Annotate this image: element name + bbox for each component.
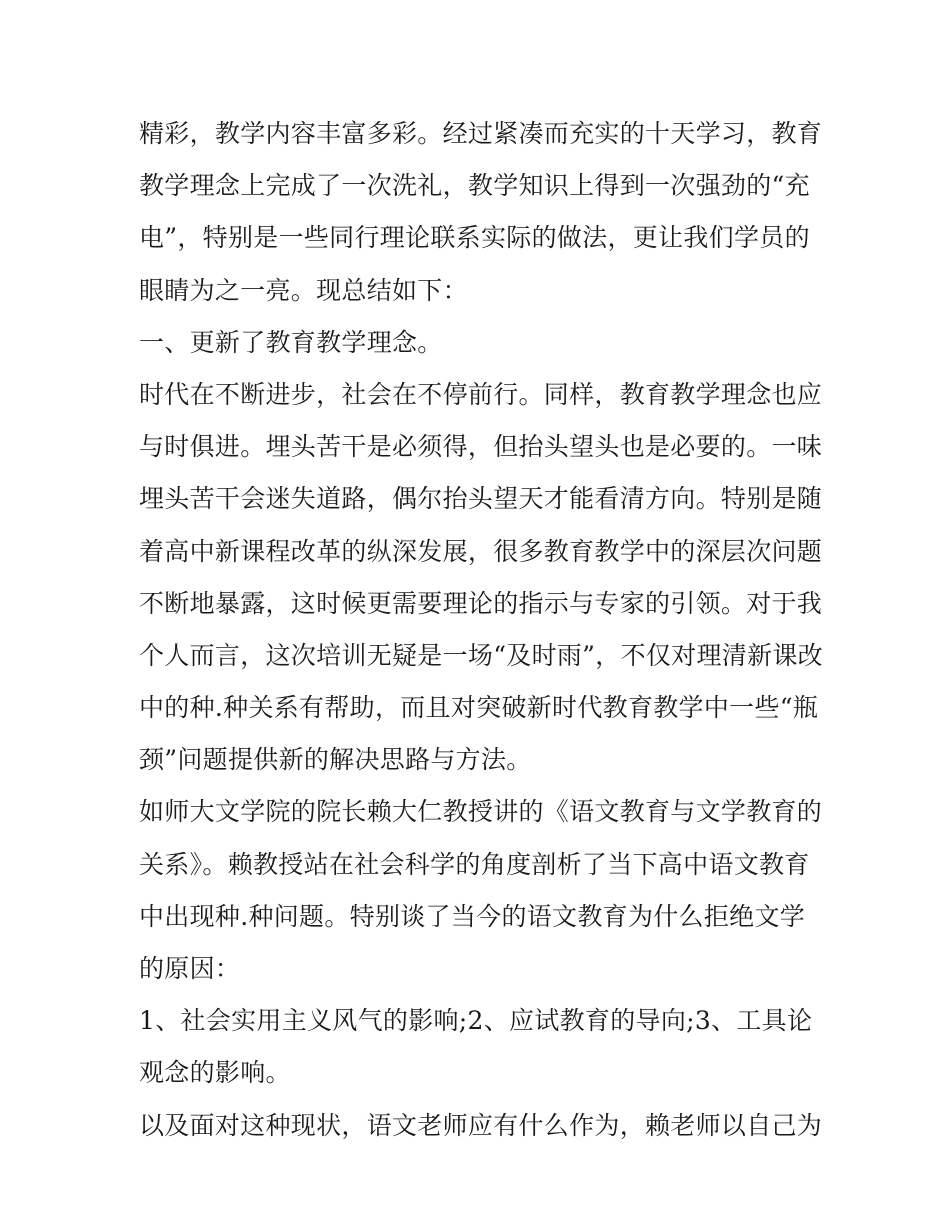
text-line: 以及面对这种现状，语文老师应有什么作为，赖老师以自己为 [139, 1110, 823, 1140]
text-line: 眼睛为之一亮。现总结如下： [139, 275, 468, 305]
text-line: 1、社会实用主义风气的影响;2、应试教育的导向;3、工具论 [139, 1006, 813, 1036]
text-line: 观念的影响。 [139, 1058, 291, 1088]
text-line: 着高中新课程改革的纵深发展，很多教育教学中的深层次问题 [139, 536, 823, 566]
text-line: 中出现种.种问题。特别谈了当今的语文教育为什么拒绝文学 [139, 901, 806, 931]
section-heading: 一、更新了教育教学理念。 [139, 327, 443, 357]
text-line: 中的种.种关系有帮助，而且对突破新时代教育教学中一些“瓶 [139, 693, 819, 723]
text-line: 埋头苦干会迷失道路，偶尔抬头望天才能看清方向。特别是随 [139, 484, 823, 514]
text-line: 关系》。赖教授站在社会科学的角度剖析了当下高中语文教育 [139, 849, 810, 879]
text-line: 时代在不断进步，社会在不停前行。同样，教育教学理念也应 [139, 379, 823, 409]
text-line: 的原因： [139, 954, 241, 983]
text-line: 精彩，教学内容丰富多彩。经过紧凑而充实的十天学习，教育 [139, 119, 823, 148]
text-line: 颈”问题提供新的解决思路与方法。 [139, 745, 532, 775]
text-line: 个人而言，这次培训无疑是一场“及时雨”，不仅对理清新课改 [139, 640, 823, 670]
text-line: 教学理念上完成了一次洗礼，教学知识上得到一次强劲的“充 [139, 171, 810, 201]
text-line: 不断地暴露，这时候更需要理论的指示与专家的引领。对于我 [139, 588, 823, 618]
document-body [139, 108, 829, 1152]
text-line: 与时俱进。埋头苦干是必须得，但抬头望头也是必要的。一味 [139, 432, 823, 462]
text-line: 如师大文学院的院长赖大仁教授讲的《语文教育与文学教育的 [139, 797, 823, 827]
text-line: 电”，特别是一些同行理论联系实际的做法，更让我们学员的 [139, 223, 810, 253]
